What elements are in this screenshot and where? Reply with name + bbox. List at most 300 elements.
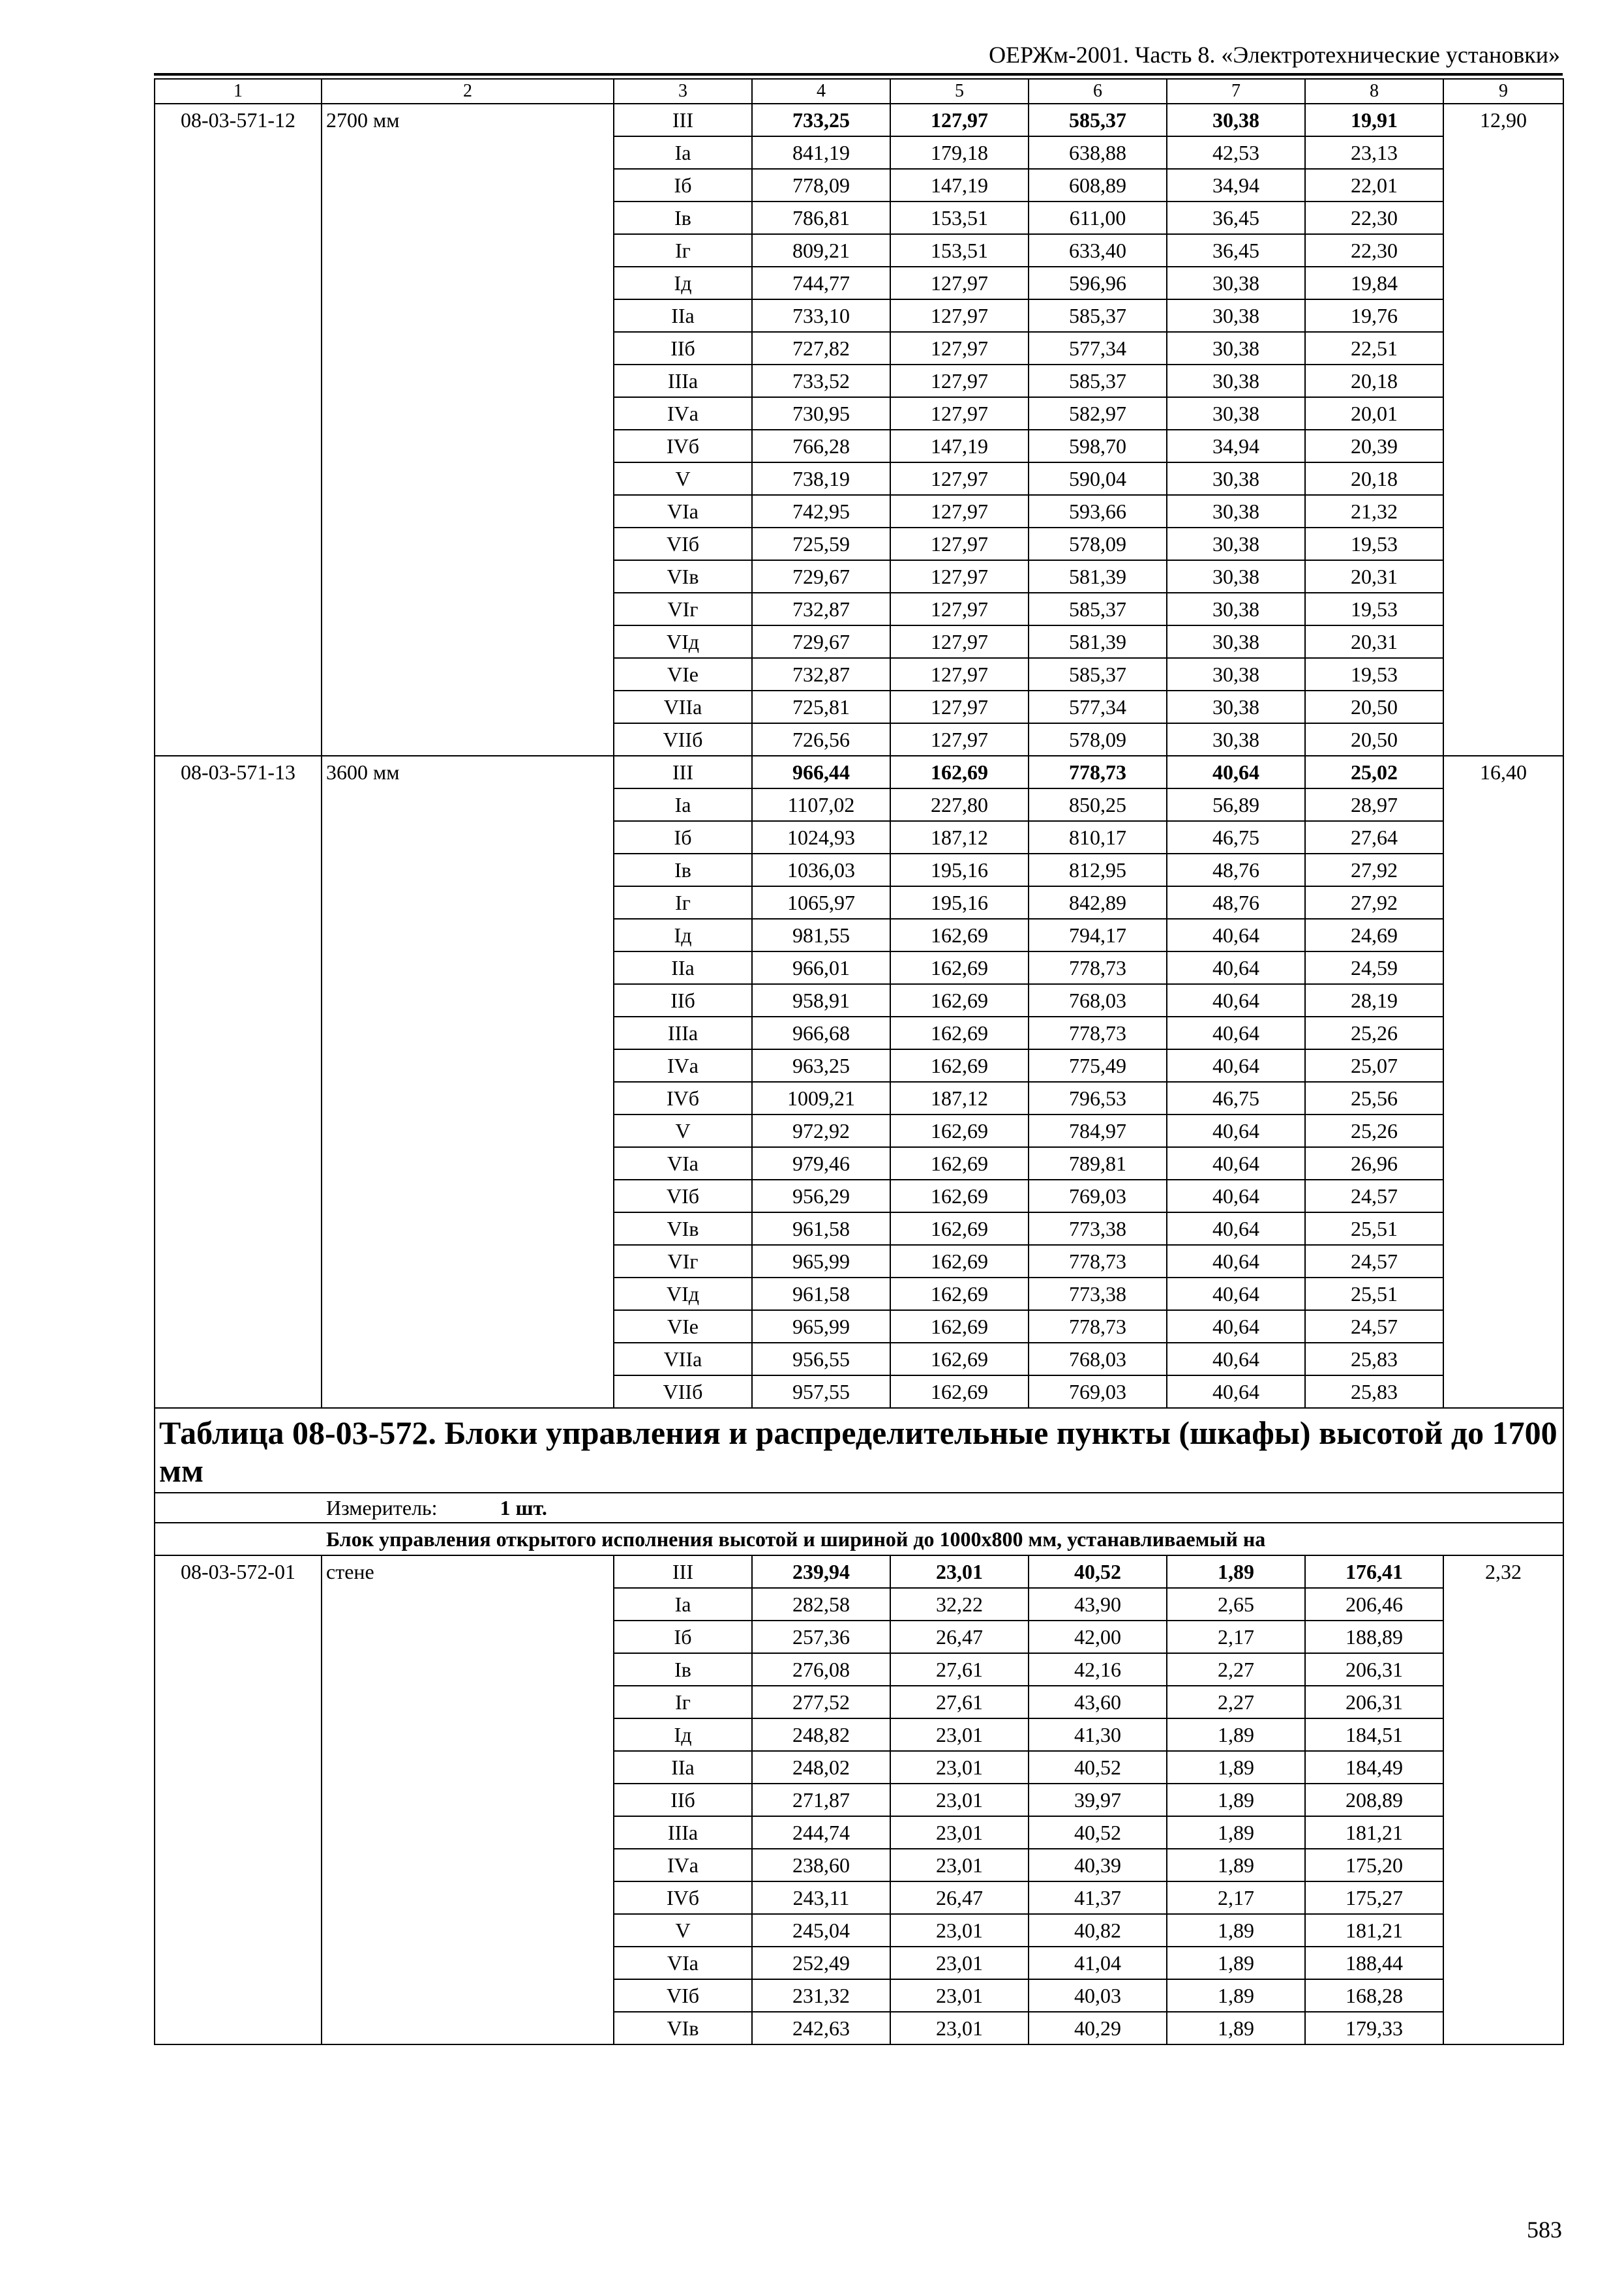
zone-cell: Iг [614,886,752,919]
value-cell: 30,38 [1167,625,1305,658]
value-cell: 966,01 [752,951,890,984]
value-cell: 23,01 [890,1914,1029,1947]
value-cell: 585,37 [1029,299,1167,332]
value-cell: 25,26 [1305,1115,1443,1147]
value-cell: 24,69 [1305,919,1443,951]
value-cell: 206,31 [1305,1686,1443,1718]
value-cell: 1,89 [1167,1555,1305,1588]
zone-cell: VIIа [614,691,752,723]
value-cell: 1036,03 [752,854,890,886]
value-cell: 40,64 [1167,1375,1305,1408]
zone-cell: IVб [614,1082,752,1115]
value-cell: 168,28 [1305,1979,1443,2012]
table-row [155,104,1563,136]
zone-cell: Iв [614,202,752,234]
value-cell: 966,44 [752,756,890,788]
value-cell: 175,20 [1305,1849,1443,1881]
value-cell: 34,94 [1167,169,1305,202]
value-cell: 766,28 [752,430,890,462]
zone-cell: III [614,756,752,788]
value-cell: 19,53 [1305,528,1443,560]
value-cell: 1,89 [1167,1784,1305,1816]
column-number: 1 [155,79,322,104]
zone-cell: VIв [614,1212,752,1245]
value-cell: 27,61 [890,1653,1029,1686]
value-cell: 42,16 [1029,1653,1167,1686]
value-cell: 20,31 [1305,625,1443,658]
value-cell: 1,89 [1167,1816,1305,1849]
zone-cell: VIа [614,1947,752,1979]
value-cell: 252,49 [752,1947,890,1979]
value-cell: 20,50 [1305,691,1443,723]
column-number: 9 [1443,79,1563,104]
value-cell: 231,32 [752,1979,890,2012]
value-cell: 162,69 [890,919,1029,951]
value-cell: 30,38 [1167,332,1305,365]
value-cell: 961,58 [752,1278,890,1310]
value-cell: 248,02 [752,1751,890,1784]
value-cell: 147,19 [890,430,1029,462]
value-cell: 585,37 [1029,365,1167,397]
zone-cell: IIа [614,1751,752,1784]
rate-code: 08-03-571-13 [155,756,322,1408]
value-cell: 1065,97 [752,886,890,919]
value-cell: 25,83 [1305,1343,1443,1375]
value-cell: 778,73 [1029,1245,1167,1278]
value-cell: 20,50 [1305,723,1443,756]
value-cell: 195,16 [890,854,1029,886]
value-cell: 789,81 [1029,1147,1167,1180]
value-cell: 162,69 [890,1049,1029,1082]
value-cell: 957,55 [752,1375,890,1408]
zone-cell: III [614,104,752,136]
value-cell: 958,91 [752,984,890,1017]
value-cell: 40,29 [1029,2012,1167,2044]
value-cell: 22,30 [1305,234,1443,267]
column-number-row [155,79,1563,104]
rate-name: 3600 мм [322,756,614,1408]
value-cell: 582,97 [1029,397,1167,430]
value-cell: 23,01 [890,1718,1029,1751]
zone-cell: Iа [614,788,752,821]
value-cell: 27,64 [1305,821,1443,854]
header-rule [154,73,1563,76]
value-cell: 28,97 [1305,788,1443,821]
value-cell: 127,97 [890,104,1029,136]
value-cell: 23,01 [890,2012,1029,2044]
value-cell: 41,04 [1029,1947,1167,1979]
value-cell: 40,64 [1167,1278,1305,1310]
value-cell: 727,82 [752,332,890,365]
value-cell: 127,97 [890,267,1029,299]
zone-cell: VIб [614,1979,752,2012]
value-cell: 46,75 [1167,821,1305,854]
zone-cell: V [614,462,752,495]
value-cell: 729,67 [752,560,890,593]
value-cell: 257,36 [752,1621,890,1653]
value-cell: 48,76 [1167,886,1305,919]
value-cell: 23,01 [890,1816,1029,1849]
value-cell: 40,64 [1167,1343,1305,1375]
value-cell: 187,12 [890,821,1029,854]
value-cell: 19,53 [1305,593,1443,625]
value-cell: 22,30 [1305,202,1443,234]
value-cell: 43,60 [1029,1686,1167,1718]
value-cell: 19,76 [1305,299,1443,332]
table-row [155,1555,1563,1588]
value-cell: 19,53 [1305,658,1443,691]
value-cell: 577,34 [1029,691,1167,723]
value-cell: 162,69 [890,1115,1029,1147]
value-cell: 30,38 [1167,723,1305,756]
value-cell: 162,69 [890,984,1029,1017]
value-cell: 26,96 [1305,1147,1443,1180]
value-cell: 2,17 [1167,1621,1305,1653]
value-cell: 577,34 [1029,332,1167,365]
value-cell: 40,52 [1029,1816,1167,1849]
value-cell: 778,73 [1029,756,1167,788]
value-cell: 742,95 [752,495,890,528]
value-cell: 768,03 [1029,984,1167,1017]
value-cell: 796,53 [1029,1082,1167,1115]
value-cell: 179,33 [1305,2012,1443,2044]
value-cell: 725,81 [752,691,890,723]
value-cell: 730,95 [752,397,890,430]
value-cell: 768,03 [1029,1343,1167,1375]
value-cell: 26,47 [890,1881,1029,1914]
zone-cell: III [614,1555,752,1588]
value-cell: 726,56 [752,723,890,756]
value-cell: 127,97 [890,365,1029,397]
value-cell: 181,21 [1305,1816,1443,1849]
value-cell: 786,81 [752,202,890,234]
value-cell: 775,49 [1029,1049,1167,1082]
value-cell: 20,31 [1305,560,1443,593]
value-cell: 34,94 [1167,430,1305,462]
value-cell: 153,51 [890,202,1029,234]
value-cell: 162,69 [890,951,1029,984]
zone-cell: IVб [614,430,752,462]
value-cell: 24,59 [1305,951,1443,984]
mass-cell: 2,32 [1443,1555,1563,2044]
value-cell: 578,09 [1029,528,1167,560]
value-cell: 277,52 [752,1686,890,1718]
value-cell: 585,37 [1029,104,1167,136]
value-cell: 23,01 [890,1784,1029,1816]
value-cell: 30,38 [1167,267,1305,299]
value-cell: 162,69 [890,1212,1029,1245]
value-cell: 729,67 [752,625,890,658]
value-cell: 162,69 [890,1180,1029,1212]
value-cell: 162,69 [890,1278,1029,1310]
value-cell: 30,38 [1167,462,1305,495]
value-cell: 40,64 [1167,919,1305,951]
value-cell: 162,69 [890,1310,1029,1343]
value-cell: 22,01 [1305,169,1443,202]
value-cell: 1,89 [1167,2012,1305,2044]
value-cell: 30,38 [1167,560,1305,593]
value-cell: 963,25 [752,1049,890,1082]
zone-cell: Iа [614,136,752,169]
value-cell: 2,27 [1167,1686,1305,1718]
value-cell: 732,87 [752,593,890,625]
value-cell: 40,64 [1167,1212,1305,1245]
zone-cell: IIIа [614,1017,752,1049]
value-cell: 19,91 [1305,104,1443,136]
value-cell: 248,82 [752,1718,890,1751]
value-cell: 19,84 [1305,267,1443,299]
value-cell: 40,64 [1167,951,1305,984]
value-cell: 979,46 [752,1147,890,1180]
value-cell: 20,18 [1305,462,1443,495]
table-body-top [155,79,1563,1408]
value-cell: 20,01 [1305,397,1443,430]
value-cell: 282,58 [752,1588,890,1621]
value-cell: 769,03 [1029,1180,1167,1212]
page-header-title: ОЕРЖм-2001. Часть 8. «Электротехнические установки» [989,42,1560,68]
value-cell: 30,38 [1167,365,1305,397]
value-cell: 36,45 [1167,234,1305,267]
value-cell: 30,38 [1167,495,1305,528]
value-cell: 153,51 [890,234,1029,267]
value-cell: 732,87 [752,658,890,691]
value-cell: 162,69 [890,1017,1029,1049]
value-cell: 22,51 [1305,332,1443,365]
value-cell: 30,38 [1167,397,1305,430]
value-cell: 206,46 [1305,1588,1443,1621]
value-cell: 1,89 [1167,1849,1305,1881]
value-cell: 1024,93 [752,821,890,854]
zone-cell: Iд [614,1718,752,1751]
zone-cell: IIб [614,984,752,1017]
value-cell: 965,99 [752,1310,890,1343]
column-number: 7 [1167,79,1305,104]
zone-cell: VIг [614,593,752,625]
zone-cell: VIа [614,1147,752,1180]
value-cell: 961,58 [752,1212,890,1245]
value-cell: 581,39 [1029,625,1167,658]
page-number: 583 [1527,2217,1562,2243]
zone-cell: VIб [614,528,752,560]
value-cell: 25,51 [1305,1278,1443,1310]
value-cell: 28,19 [1305,984,1443,1017]
value-cell: 40,39 [1029,1849,1167,1881]
rates-table [154,78,1564,2045]
table-row [155,756,1563,788]
zone-cell: IVа [614,1849,752,1881]
value-cell: 1107,02 [752,788,890,821]
value-cell: 40,03 [1029,1979,1167,2012]
zone-cell: IVа [614,397,752,430]
value-cell: 127,97 [890,691,1029,723]
column-number: 6 [1029,79,1167,104]
value-cell: 1009,21 [752,1082,890,1115]
value-cell: 593,66 [1029,495,1167,528]
value-cell: 585,37 [1029,658,1167,691]
zone-cell: VIе [614,658,752,691]
value-cell: 127,97 [890,397,1029,430]
value-cell: 956,29 [752,1180,890,1212]
value-cell: 30,38 [1167,658,1305,691]
rate-name: 2700 мм [322,104,614,756]
value-cell: 127,97 [890,723,1029,756]
value-cell: 23,01 [890,1849,1029,1881]
value-cell: 24,57 [1305,1310,1443,1343]
value-cell: 778,73 [1029,1310,1167,1343]
value-cell: 176,41 [1305,1555,1443,1588]
value-cell: 40,64 [1167,984,1305,1017]
value-cell: 26,47 [890,1621,1029,1653]
value-cell: 981,55 [752,919,890,951]
value-cell: 784,97 [1029,1115,1167,1147]
zone-cell: VIа [614,495,752,528]
zone-cell: IVа [614,1049,752,1082]
zone-cell: IIIа [614,365,752,397]
value-cell: 175,27 [1305,1881,1443,1914]
value-cell: 590,04 [1029,462,1167,495]
value-cell: 581,39 [1029,560,1167,593]
value-cell: 30,38 [1167,299,1305,332]
value-cell: 127,97 [890,299,1029,332]
zone-cell: VIIб [614,723,752,756]
zone-cell: Iв [614,1653,752,1686]
column-number: 2 [322,79,614,104]
value-cell: 733,52 [752,365,890,397]
value-cell: 972,92 [752,1115,890,1147]
value-cell: 40,64 [1167,1049,1305,1082]
measure-cell [155,1493,1563,1523]
zone-cell: Iд [614,267,752,299]
value-cell: 238,60 [752,1849,890,1881]
zone-cell: VIIа [614,1343,752,1375]
value-cell: 809,21 [752,234,890,267]
column-number: 4 [752,79,890,104]
value-cell: 30,38 [1167,528,1305,560]
zone-cell: Iг [614,1686,752,1718]
section-title-row [155,1408,1563,1493]
subheading-row [155,1523,1563,1555]
value-cell: 25,02 [1305,756,1443,788]
rate-code: 08-03-572-01 [155,1555,322,2044]
value-cell: 1,89 [1167,1751,1305,1784]
zone-cell: VIв [614,2012,752,2044]
zone-cell: IVб [614,1881,752,1914]
value-cell: 40,64 [1167,1115,1305,1147]
zone-cell: IIа [614,299,752,332]
value-cell: 40,64 [1167,1310,1305,1343]
value-cell: 42,00 [1029,1621,1167,1653]
zone-cell: Iа [614,1588,752,1621]
value-cell: 162,69 [890,1343,1029,1375]
value-cell: 56,89 [1167,788,1305,821]
value-cell: 850,25 [1029,788,1167,821]
value-cell: 965,99 [752,1245,890,1278]
value-cell: 23,01 [890,1947,1029,1979]
value-cell: 162,69 [890,1375,1029,1408]
value-cell: 25,07 [1305,1049,1443,1082]
value-cell: 184,49 [1305,1751,1443,1784]
value-cell: 127,97 [890,560,1029,593]
rate-code: 08-03-571-12 [155,104,322,756]
zone-cell: IIIа [614,1816,752,1849]
value-cell: 1,89 [1167,1914,1305,1947]
value-cell: 147,19 [890,169,1029,202]
value-cell: 46,75 [1167,1082,1305,1115]
value-cell: 1,89 [1167,1979,1305,2012]
zone-cell: Iб [614,821,752,854]
value-cell: 206,31 [1305,1653,1443,1686]
value-cell: 842,89 [1029,886,1167,919]
zone-cell: Iд [614,919,752,951]
column-number: 5 [890,79,1029,104]
mass-cell: 12,90 [1443,104,1563,756]
value-cell: 596,96 [1029,267,1167,299]
section-title: Таблица 08-03-572. Блоки управления и распределительные пункты (шкафы) высотой до 1700 мм [155,1408,1563,1493]
value-cell: 585,37 [1029,593,1167,625]
value-cell: 42,53 [1167,136,1305,169]
zone-cell: IIб [614,332,752,365]
value-cell: 25,26 [1305,1017,1443,1049]
value-cell: 812,95 [1029,854,1167,886]
value-cell: 23,01 [890,1751,1029,1784]
value-cell: 40,64 [1167,1017,1305,1049]
value-cell: 242,63 [752,2012,890,2044]
value-cell: 778,09 [752,169,890,202]
value-cell: 24,57 [1305,1245,1443,1278]
value-cell: 2,65 [1167,1588,1305,1621]
value-cell: 733,25 [752,104,890,136]
zone-cell: IIб [614,1784,752,1816]
value-cell: 578,09 [1029,723,1167,756]
value-cell: 43,90 [1029,1588,1167,1621]
value-cell: 30,38 [1167,691,1305,723]
measure-label: Измеритель: [326,1496,438,1519]
value-cell: 127,97 [890,462,1029,495]
zone-cell: VIд [614,625,752,658]
value-cell: 25,83 [1305,1375,1443,1408]
value-cell: 188,89 [1305,1621,1443,1653]
value-cell: 243,11 [752,1881,890,1914]
value-cell: 23,01 [890,1555,1029,1588]
value-cell: 39,97 [1029,1784,1167,1816]
value-cell: 20,39 [1305,430,1443,462]
value-cell: 187,12 [890,1082,1029,1115]
subheading: Блок управления открытого исполнения высотой и шириной до 1000х800 мм, устанавливаемый на [326,1527,1266,1551]
value-cell: 181,21 [1305,1914,1443,1947]
zone-cell: Iб [614,169,752,202]
value-cell: 276,08 [752,1653,890,1686]
zone-cell: V [614,1115,752,1147]
value-cell: 738,19 [752,462,890,495]
zone-cell: VIIб [614,1375,752,1408]
value-cell: 40,64 [1167,756,1305,788]
value-cell: 30,38 [1167,593,1305,625]
value-cell: 966,68 [752,1017,890,1049]
value-cell: 40,64 [1167,1147,1305,1180]
value-cell: 184,51 [1305,1718,1443,1751]
zone-cell: Iб [614,1621,752,1653]
column-number: 8 [1305,79,1443,104]
value-cell: 24,57 [1305,1180,1443,1212]
value-cell: 23,01 [890,1979,1029,2012]
value-cell: 30,38 [1167,104,1305,136]
table-body-section [155,1408,1563,2044]
value-cell: 25,51 [1305,1212,1443,1245]
value-cell: 733,10 [752,299,890,332]
value-cell: 208,89 [1305,1784,1443,1816]
zone-cell: Iв [614,854,752,886]
value-cell: 773,38 [1029,1212,1167,1245]
